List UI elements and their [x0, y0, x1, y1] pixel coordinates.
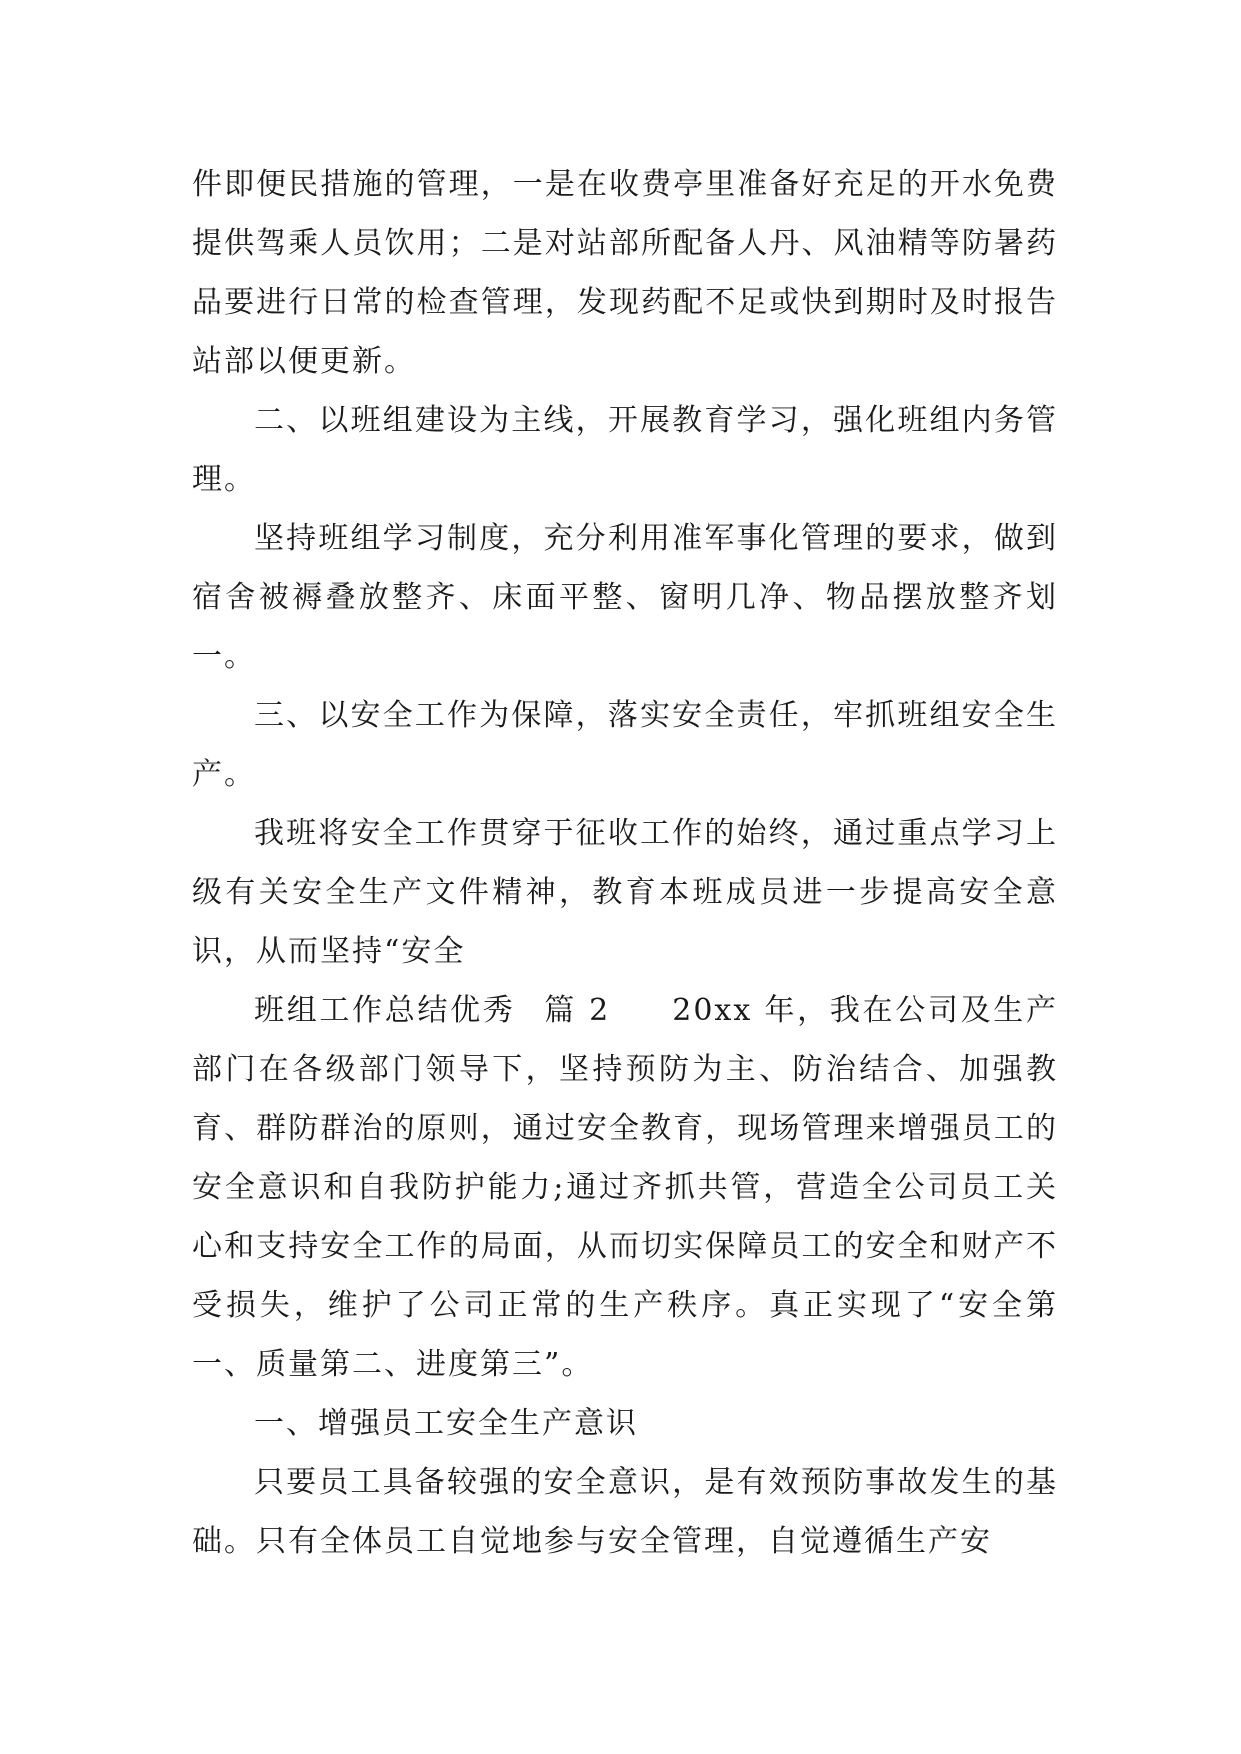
heading-section-two: 二、以班组建设为主线，开展教育学习，强化班组内务管理。	[192, 403, 1058, 497]
section-2-title: 班组工作总结优秀	[254, 993, 516, 1028]
paragraph-1: 件即便民措施的管理，一是在收费亭里准备好充足的开水免费提供驾乘人员饮用；二是对站部所配备人丹、风油精等防暑药品要进行日常的检查管理，发现药配不足或快到期时及时报告站部以便更新。	[192, 167, 1058, 379]
section-2-paragraph	[192, 981, 1058, 1394]
heading-item-one: 一、增强员工安全生产意识	[254, 1406, 638, 1441]
paragraph-8: 只要员工具备较强的安全意识，是有效预防事故发生的基础。只有全体员工自觉地参与安全管理，自觉遵循生产安	[192, 1465, 1058, 1559]
heading-section-three: 三、以安全工作为保障，落实安全责任，牢抓班组安全生产。	[192, 698, 1058, 792]
section-2-label: 篇 2	[543, 993, 611, 1028]
document-body	[192, 155, 1058, 1571]
paragraph-5: 我班将安全工作贯穿于征收工作的始终，通过重点学习上级有关安全生产文件精神，教育本班成员进一步提高安全意识，从而坚持“安全	[192, 816, 1058, 969]
section-2-body: 20xx 年，我在公司及生产部门在各级部门领导下，坚持预防为主、防治结合、加强教育、群防群治的原则，通过安全教育，现场管理来增强员工的安全意识和自我防护能力;通过齐抓共管，营造全公司员工关心和支持安全工作的局面，从而切实保障员工的安全和财产不受损失，维护了公司正常的生产秩序。真正实现了“安全第一、质量第二、进度第三”。	[192, 993, 1058, 1382]
paragraph-3: 坚持班组学习制度，充分利用准军事化管理的要求，做到宿舍被褥叠放整齐、床面平整、窗明几净、物品摆放整齐划一。	[192, 521, 1058, 674]
